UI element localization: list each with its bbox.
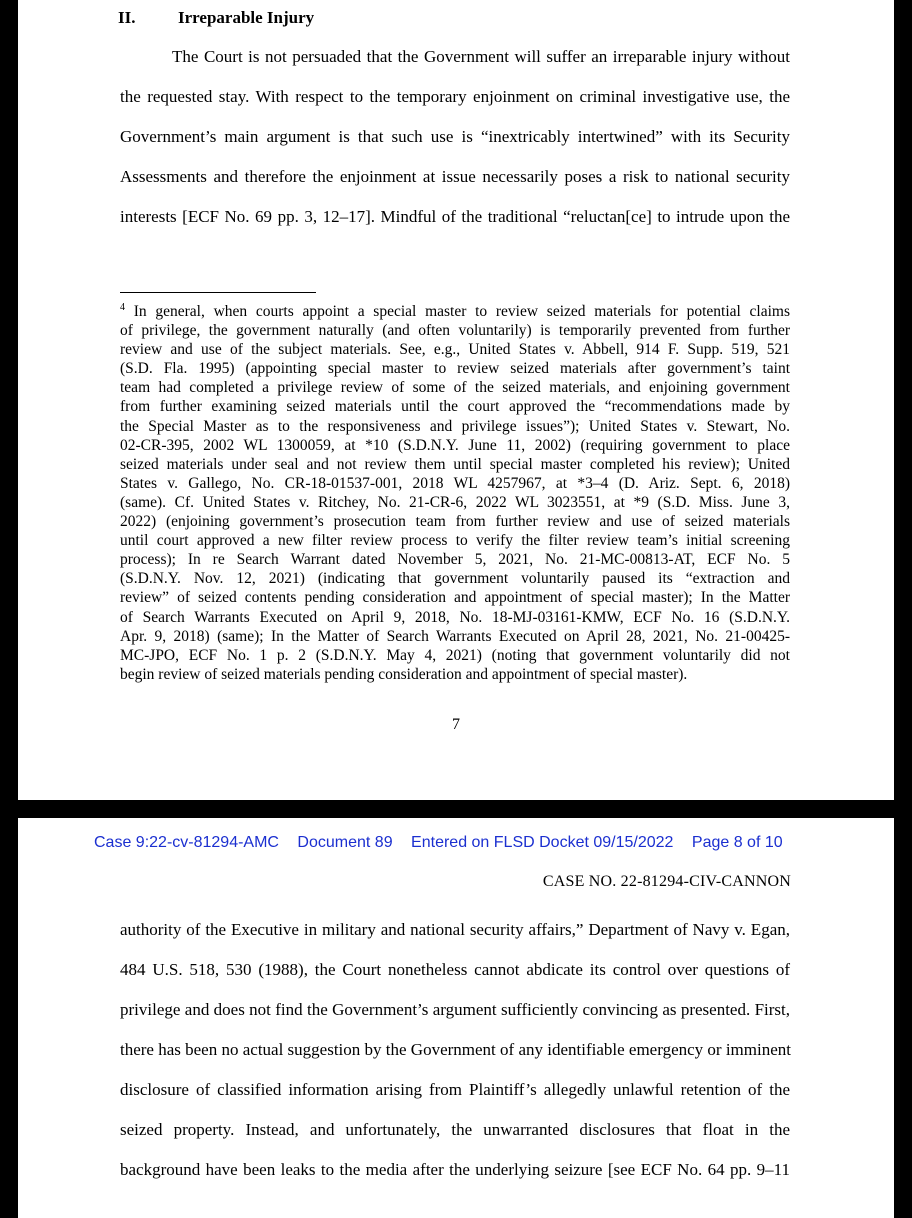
text-line: privilege and does not find the Government’s argument sufficiently convincing as presented. First, [120,1000,790,1019]
footnote-marker: 4 [120,301,125,313]
stamp-case: Case 9:22-cv-81294-AMC [94,834,279,851]
footnote-line: 02-CR-395, 2002 WL 1300059, at *10 (S.D.N.Y. June 11, 2002) (requiring government to place [120,436,790,454]
text-line: interests [ECF No. 69 pp. 3, 12–17]. Mindful of the traditional “reluctan[ce] to intrude upon the [120,207,790,226]
footnote-line: team had completed a privilege review of some of the seized materials, and enjoining government [120,379,790,397]
footnote-line: the Special Master as to the responsiveness and privilege issues”); United States v. Stewart, No. [120,417,790,435]
stamp-entered: Entered on FLSD Docket 09/15/2022 [411,834,674,851]
section-number: II. [118,8,136,27]
text-line: Government’s main argument is that such use is “inextricably intertwined” with its Security [120,127,790,146]
footnote-divider [120,292,316,293]
footnote-line: (same). Cf. United States v. Ritchey, No. 21-CR-6, 2022 WL 3023551, at *9 (S.D. Miss. June 3, [120,493,790,511]
text-line: 484 U.S. 518, 530 (1988), the Court nonetheless cannot abdicate its control over questions of [120,960,790,979]
footnote-line-text: In general, when courts appoint a special master to review seized materials for potential claims [133,303,790,320]
text-line: authority of the Executive in military and national security affairs,” Department of Navy v. Egan, [120,920,790,939]
text-line: seized property. Instead, and unfortunately, the unwarranted disclosures that float in the [120,1120,790,1139]
footnote-line: review and use of the subject materials. See, e.g., United States v. Abbell, 914 F. Supp. 519, 521 [120,341,790,359]
footnote-line [120,302,790,321]
stamp-document: Document 89 [297,834,393,851]
body-paragraph-top [120,47,790,247]
body-paragraph-bottom [120,920,790,1200]
footnote-line: until court approved a new filter review process to verify the filter review team’s initial screening [120,532,790,550]
text-line: the requested stay. With respect to the temporary enjoinment on criminal investigative use, the [120,87,790,106]
footnote-line: from further examining seized materials until the court approved the “recommendations made by [120,398,790,416]
stamp-page: Page 8 of 10 [691,834,783,851]
footnote-line: review” of seized contents pending consideration and appointment of special master); In the Matter [120,589,790,607]
text-line: there has been no actual suggestion by the Government of any identifiable emergency or imminent [120,1040,791,1059]
case-number: CASE NO. 22-81294-CIV-CANNON [542,873,791,890]
ecf-header-stamp [94,834,783,852]
document-page-8 [18,818,894,1218]
footnote-line: Apr. 9, 2018) (same); In the Matter of Search Warrants Executed on April 28, 2021, No. 21-00425- [120,627,790,645]
footnote-line: 2022) (enjoining government’s prosecution team from further review and use of seized materials [120,513,790,531]
footnote-line: of Search Warrants Executed on April 9, 2018, No. 18-MJ-03161-KMW, ECF No. 16 (S.D.N.Y. [120,608,790,626]
footnote-line: begin review of seized materials pending consideration and appointment of special master). [120,665,688,683]
page-number: 7 [452,716,460,733]
footnote-line: seized materials under seal and not review them until special master completed his review); United [120,455,790,473]
footnote-line: process); In re Search Warrant dated November 5, 2021, No. 21-MC-00813-AT, ECF No. 5 [120,551,790,569]
footnote-line: of privilege, the government naturally (and often voluntarily) is temporarily prevented from further [120,322,790,340]
footnote-line: (S.D. Fla. 1995) (appointing special master to review seized materials after government’s taint [120,360,790,378]
section-title: Irreparable Injury [178,8,315,27]
text-line: The Court is not persuaded that the Government will suffer an irreparable injury without [172,47,790,66]
text-line: Assessments and therefore the enjoinment at issue necessarily poses a risk to national security [120,167,790,186]
text-line: disclosure of classified information arising from Plaintiff’s allegedly unlawful retention of the [120,1080,790,1099]
footnote-line: MC-JPO, ECF No. 1 p. 2 (S.D.N.Y. May 4, 2021) (noting that government voluntarily did not [120,646,790,664]
document-page-7 [18,0,894,800]
footnote-4 [120,302,790,684]
section-heading [118,8,314,28]
footnote-line: (S.D.N.Y. Nov. 12, 2021) (indicating that government voluntarily paused its “extraction and [120,570,790,588]
footnote-line: States v. Gallego, No. CR-18-01537-001, 2018 WL 4257967, at *3–4 (D. Ariz. Sept. 6, 2018) [120,474,790,492]
text-line: background have been leaks to the media after the underlying seizure [see ECF No. 64 pp. 9–11 [120,1160,790,1179]
